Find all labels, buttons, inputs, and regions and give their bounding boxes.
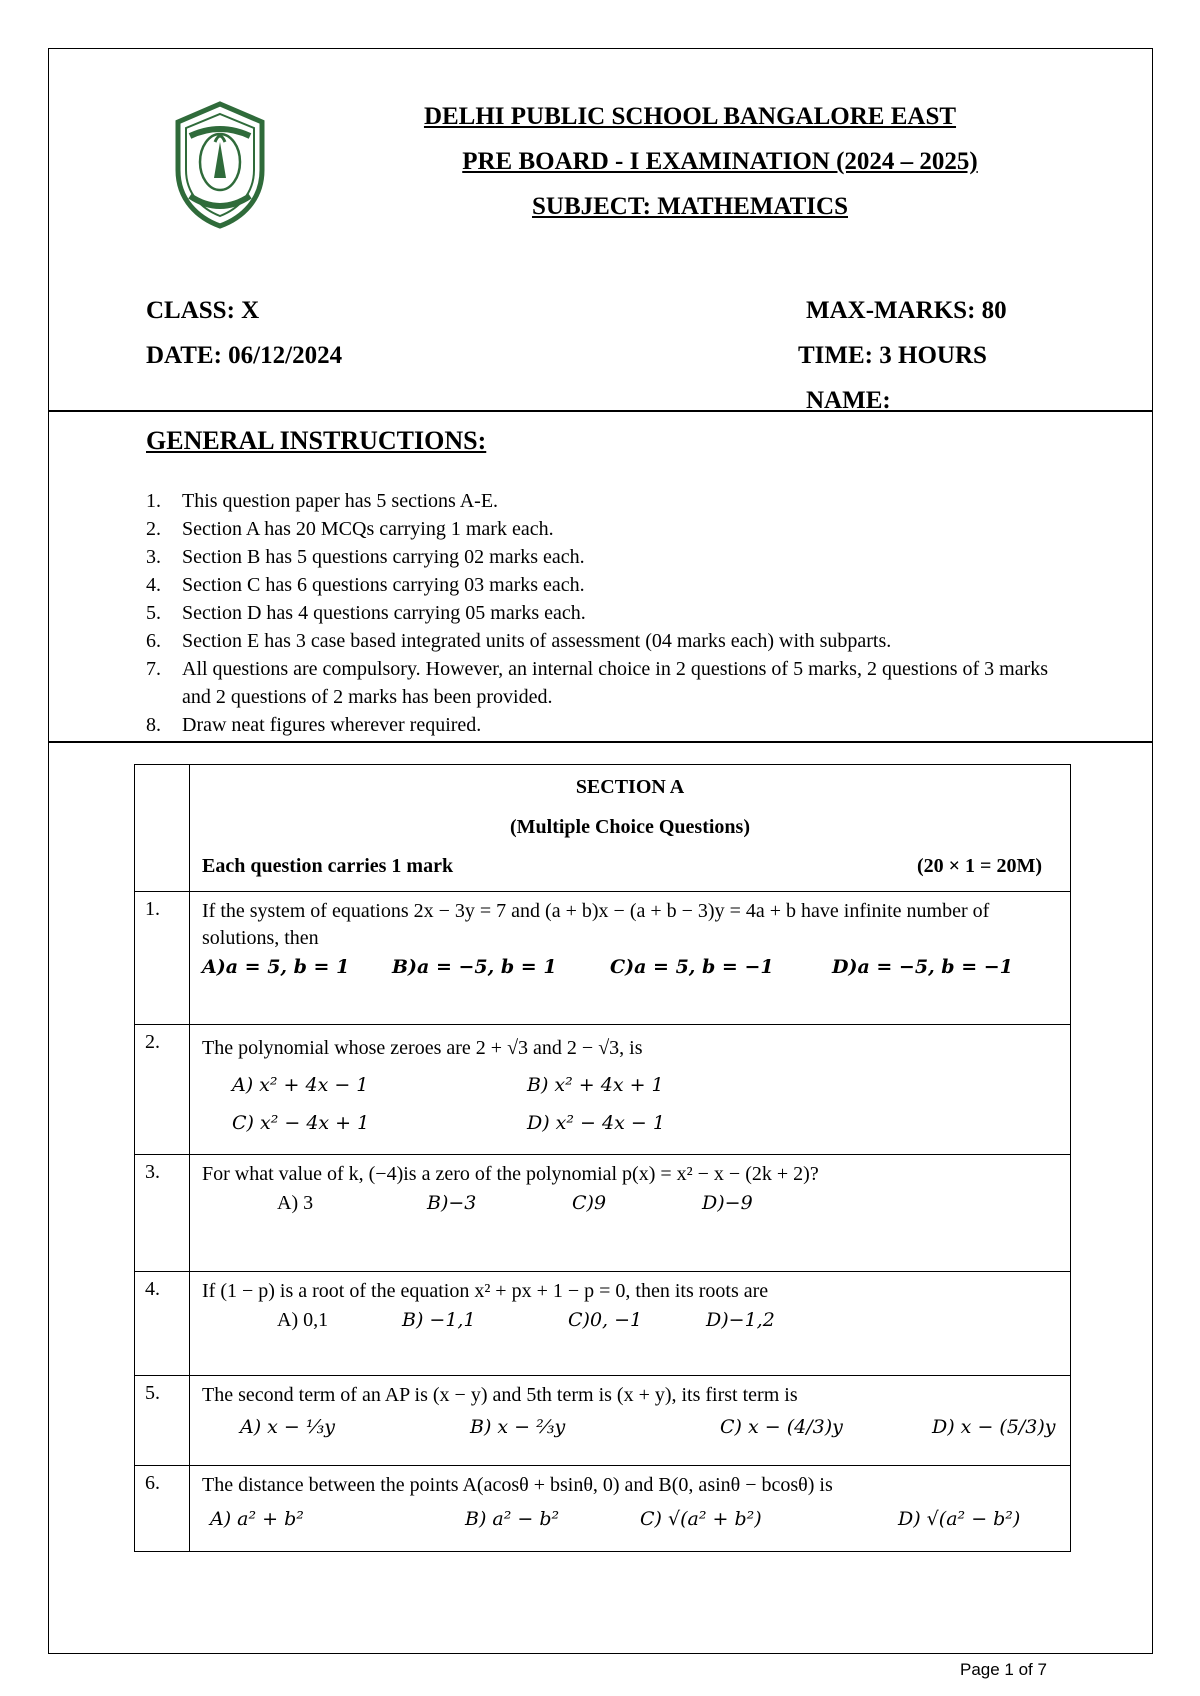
subject-title: SUBJECT: MATHEMATICS <box>531 193 848 220</box>
option-c: C) x − (4/3)y <box>720 1416 843 1438</box>
questions-table <box>134 764 1071 1552</box>
page-number: Page 1 of 7 <box>960 1660 1047 1679</box>
instructions-list <box>146 487 1066 739</box>
instruction-item: 6. Section E has 3 case based integrated units of assessment (04 marks each) with subparts. <box>146 630 892 652</box>
option-b: B) x − ⅔y <box>470 1416 566 1438</box>
instruction-item: 7. All questions are compulsory. However, an internal choice in 2 questions of 5 marks, 2 questions of 3 marks and 2 questions of 2 marks has been provided. <box>146 658 1049 708</box>
instruction-item: 2. Section A has 20 MCQs carrying 1 mark each. <box>146 518 554 540</box>
question-row <box>135 1466 1071 1552</box>
question-row <box>135 1155 1071 1272</box>
question-options <box>202 1305 1058 1335</box>
option-c: C)a = 5, b = −1 <box>610 956 774 978</box>
option-b: B)a = −5, b = 1 <box>392 956 557 978</box>
option-d: D) x − (5/3)y <box>932 1416 1056 1438</box>
instruction-item: 3. Section B has 5 questions carrying 02 marks each. <box>146 546 585 568</box>
section-header-num-cell <box>135 765 190 892</box>
instructions-divider <box>48 741 1153 743</box>
question-number: 2. <box>135 1025 190 1155</box>
question-options <box>202 1409 1058 1445</box>
option-a: A) 3 <box>277 1192 314 1214</box>
option-a: A) a² + b² <box>210 1508 304 1530</box>
option-a: A) x² + 4x − 1 <box>232 1074 369 1096</box>
exam-title: PRE BOARD - I EXAMINATION (2024 – 2025) <box>462 148 978 175</box>
question-options <box>202 1105 1058 1141</box>
instruction-item: 4. Section C has 6 questions carrying 03 marks each. <box>146 574 585 596</box>
instruction-item: 8. Draw neat figures wherever required. <box>146 714 482 736</box>
option-d: D) x² − 4x − 1 <box>527 1112 665 1134</box>
question-row <box>135 1272 1071 1376</box>
option-c: C) x² − 4x + 1 <box>232 1112 370 1134</box>
school-logo-icon <box>170 100 270 230</box>
question-options <box>202 1065 1058 1105</box>
section-header-row <box>135 765 1071 892</box>
question-options <box>202 1499 1058 1539</box>
section-title: SECTION A <box>575 776 685 798</box>
option-b: B) a² − b² <box>465 1508 560 1530</box>
option-c: C) √(a² + b²) <box>640 1508 762 1530</box>
name-label: NAME: <box>806 387 891 414</box>
time-label: TIME: 3 HOURS <box>798 342 987 369</box>
school-name: DELHI PUBLIC SCHOOL BANGALORE EAST <box>423 103 957 130</box>
option-c: C)9 <box>572 1192 607 1214</box>
question-text: The polynomial whose zeroes are 2 + √3 and 2 − √3, is <box>202 1037 643 1059</box>
option-c: C)0, −1 <box>568 1309 643 1331</box>
option-b: B)−3 <box>427 1192 477 1214</box>
question-number: 3. <box>135 1155 190 1272</box>
question-row <box>135 892 1071 1025</box>
question-number: 5. <box>135 1376 190 1466</box>
instruction-item: 5. Section D has 4 questions carrying 05 marks each. <box>146 602 586 624</box>
question-number: 4. <box>135 1272 190 1376</box>
option-a: A) 0,1 <box>277 1309 329 1331</box>
question-row <box>135 1376 1071 1466</box>
max-marks-label: MAX-MARKS: 80 <box>806 297 1007 324</box>
question-text: If (1 − p) is a root of the equation x² + px + 1 − p = 0, then its roots are <box>202 1280 769 1302</box>
question-text: If the system of equations 2x − 3y = 7 and (a + b)x − (a + b − 3)y = 4a + b have infinite number of solutions, then <box>202 900 990 949</box>
section-marks-note: Each question carries 1 mark <box>202 855 454 877</box>
option-b: B) x² + 4x + 1 <box>527 1074 664 1096</box>
header-divider <box>48 410 1153 412</box>
option-b: B) −1,1 <box>402 1309 476 1331</box>
class-label: CLASS: X <box>146 297 260 324</box>
option-d: D)a = −5, b = −1 <box>832 956 1013 978</box>
question-row <box>135 1025 1071 1155</box>
question-text: For what value of k, (−4)is a zero of the polynomial p(x) = x² − x − (2k + 2)? <box>202 1163 819 1185</box>
question-number: 1. <box>135 892 190 1025</box>
instruction-item: 1. This question paper has 5 sections A-E. <box>146 490 499 512</box>
question-options <box>202 1188 1058 1218</box>
option-a: A) x − ⅓y <box>240 1416 336 1438</box>
section-subtitle: (Multiple Choice Questions) <box>510 816 750 838</box>
question-text: The second term of an AP is (x − y) and 5th term is (x + y), its first term is <box>202 1384 798 1406</box>
option-d: D) √(a² − b²) <box>898 1508 1021 1530</box>
option-d: D)−9 <box>702 1192 753 1214</box>
section-marks-total: (20 × 1 = 20M) <box>917 855 1042 877</box>
option-d: D)−1,2 <box>706 1309 775 1331</box>
question-number: 6. <box>135 1466 190 1552</box>
instructions-title: GENERAL INSTRUCTIONS: <box>146 426 487 455</box>
option-a: A)a = 5, b = 1 <box>202 956 350 978</box>
date-label: DATE: 06/12/2024 <box>146 342 343 369</box>
question-options <box>202 952 1058 982</box>
question-text: The distance between the points A(acosθ + bsinθ, 0) and B(0, asinθ − bcosθ) is <box>202 1474 833 1496</box>
